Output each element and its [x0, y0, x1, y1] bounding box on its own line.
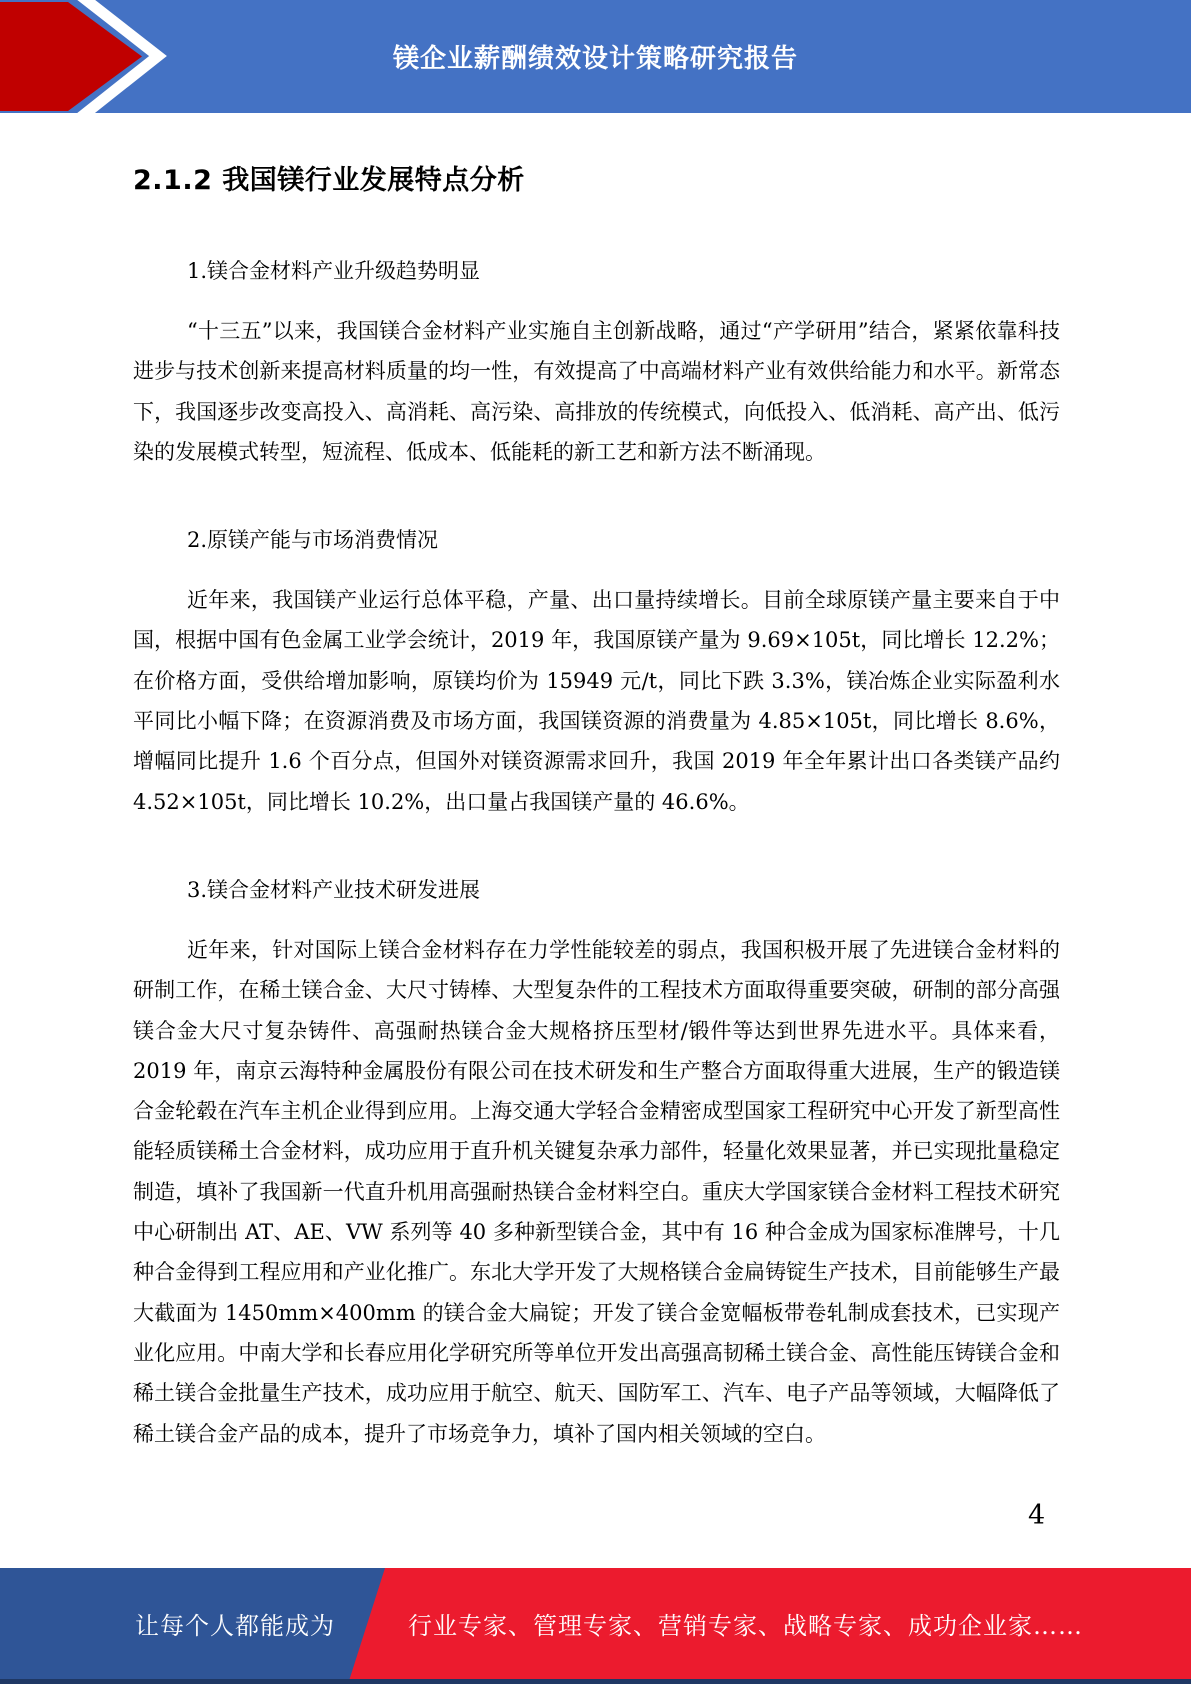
report-title: 镁企业薪酬绩效设计策略研究报告	[392, 44, 798, 74]
subheading-3: 3.镁合金材料产业技术研发进展	[187, 877, 481, 902]
subheading-2: 2.原镁产能与市场消费情况	[187, 528, 439, 553]
footer-slogan-left: 让每个人都能成为	[135, 1612, 335, 1640]
paragraph-3: 近年来，针对国际上镁合金材料存在力学性能较差的弱点，我国积极开展了先进镁合金材料的研制工作，在稀土镁合金、大尺寸铸棒、大型复杂件的工程技术方面取得重要突破，研制的部分高强镁合金大尺寸复杂铸件、高强耐热镁合金大规格挤压型材/锻件等达到世界先进水平。具体来看，2019 年，南京云海特种金属股份有限公司在技术研发和生产整合方面取得重大进展，生产的锻造镁合金轮毂在汽车主机企业得到应用。上海交通大学轻合金精密成型国家工程研究中心开发了新型高性能轻质镁稀土合金材料，成功应用于直升机关键复杂承力部件，轻量化效果显著，并已实现批量稳定制造，填补了我国新一代直升机用高强耐热镁合金材料空白。重庆大学国家镁合金材料工程技术研究中心研制出 AT、AE、VW 系列等 40 多种新型镁合金，其中有 16 种合金成为国家标准牌号，十几种合金得到工程应用和产业化推广。东北大学开发了大规格镁合金扁铸锭生产技术，目前能够生产最大截面为 1450mm×400mm 的镁合金大扁锭；开发了镁合金宽幅板带卷轧制成套技术，已实现产业化应用。中南大学和长春应用化学研究所等单位开发出高强高韧稀土镁合金、高性能压铸镁合金和稀土镁合金批量生产技术，成功应用于航空、航天、国防军工、汽车、电子产品等领域，大幅降低了稀土镁合金产品的成本，提升了市场竞争力，填补了国内相关领域的空白。	[133, 937, 1060, 1446]
subheading-1: 1.镁合金材料产业升级趋势明显	[187, 259, 481, 283]
page-number: 4	[1028, 1500, 1046, 1531]
document-content	[133, 113, 1060, 1454]
header-banner	[0, 0, 1191, 113]
paragraph-2: 近年来，我国镁产业运行总体平稳，产量、出口量持续增长。目前全球原镁产量主要来自于中国，根据中国有色金属工业学会统计，2019 年，我国原镁产量为 9.69×105t，同比增长 12.2%；在价格方面，受供给增加影响，原镁均价为 15949 元/t，同比下跌 3.3%，镁冶炼企业实际盈利水平同比小幅下降；在资源消费及市场方面，我国镁资源的消费量为 4.85×105t，同比增长 8.6%，增幅同比提升 1.6 个百分点，但国外对镁资源需求回升，我国 2019 年全年累计出口各类镁产品约 4.52×105t，同比增长 10.2%，出口量占我国镁产量的 46.6%。	[133, 588, 1060, 814]
paragraph-1: “十三五”以来，我国镁合金材料产业实施自主创新战略，通过“产学研用”结合，紧紧依靠科技进步与技术创新来提高材料质量的均一性，有效提高了中高端材料产业有效供给能力和水平。新常态下，我国逐步改变高投入、高消耗、高污染、高排放的传统模式，向低投入、低消耗、高产出、低污染的发展模式转型，短流程、低成本、低能耗的新工艺和新方法不断涌现。	[133, 319, 1060, 464]
footer-banner	[0, 1568, 1191, 1684]
footer-slogan-right: 行业专家、管理专家、营销专家、战略专家、成功企业家……	[408, 1612, 1083, 1640]
section-heading: 2.1.2 我国镁行业发展特点分析	[133, 165, 525, 196]
footer-bottom-strip	[0, 1679, 1191, 1684]
